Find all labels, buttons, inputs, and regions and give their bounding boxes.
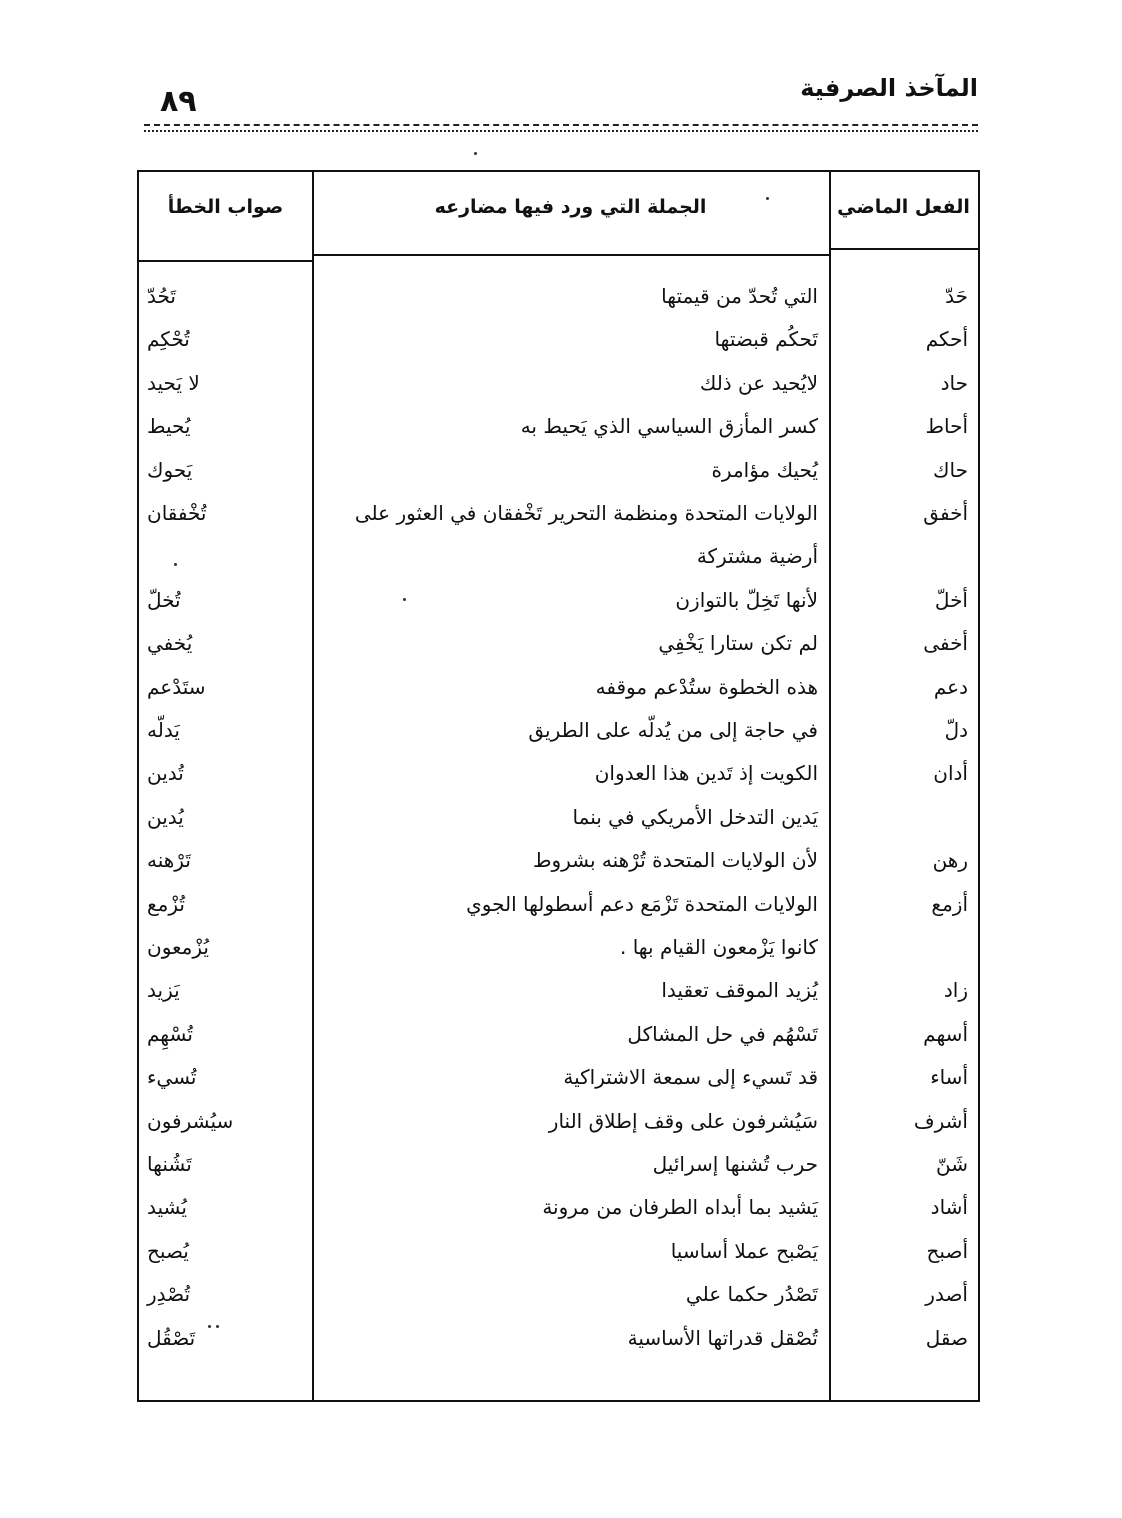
table-row	[139, 501, 978, 544]
verb-cell: أسهم	[923, 1021, 968, 1046]
sentence-cell: لايُحيد عن ذلك	[699, 370, 818, 395]
correction-cell: لا يَحيد	[147, 370, 200, 395]
table-row	[139, 544, 978, 587]
sentence-cell: تَحكُم قبضتها	[714, 327, 818, 352]
correction-cell: تُخلّ	[147, 587, 181, 612]
sentence-cell: لأن الولايات المتحدة تُرْهنه بشروط	[532, 848, 818, 873]
sentence-cell: يَدين التدخل الأمريكي في بنما	[572, 804, 818, 829]
table-row	[139, 414, 978, 457]
table-row	[139, 761, 978, 804]
verb-cell: أدان	[933, 761, 968, 786]
correction-cell: يُزْمعون	[147, 935, 209, 959]
correction-cell: تُزْمع	[147, 891, 185, 916]
header-correction: صواب الخطأ	[167, 196, 284, 218]
table-row	[139, 1326, 978, 1369]
sentence-cell: تَسْهُم في حل المشاكل	[627, 1021, 818, 1046]
header-sentence: الجملة التي ورد فيها مضارعه	[434, 196, 707, 218]
verb-cell: رهن	[932, 848, 968, 873]
correction-cell: ستَدْعم	[147, 674, 206, 699]
verb-cell: أصبح	[926, 1238, 968, 1263]
table-row	[139, 675, 978, 718]
sentence-cell: هذه الخطوة ستُدْعم موقفه	[595, 674, 818, 699]
table-row	[139, 631, 978, 674]
correction-cell: تَشُنها	[147, 1152, 192, 1176]
sentence-cell: يَشيد بما أبداه الطرفان من مرونة	[542, 1195, 818, 1220]
correction-cell: يُخفي	[147, 631, 193, 656]
table-row	[139, 371, 978, 414]
sentence-cell: قد تَسيء إلى سمعة الاشتراكية	[563, 1065, 818, 1090]
verb-cell: أحكم	[925, 327, 968, 352]
table-row	[139, 1022, 978, 1065]
header-rule	[144, 124, 978, 132]
table-row	[139, 978, 978, 1021]
table-row	[139, 1282, 978, 1325]
sentence-cell: الكويت إذ تَدين هذا العدوان	[594, 761, 818, 786]
verb-cell: زاد	[943, 978, 968, 1003]
sentence-cell: حرب تُشنها إسرائيل	[652, 1152, 818, 1176]
table-row	[139, 892, 978, 935]
correction-cell: تُخْفقان	[147, 501, 207, 525]
correction-cell: يَزيد	[147, 978, 180, 1003]
page-number: ٨٩	[160, 84, 197, 119]
sentence-cell: في حاجة إلى من يُدلّه على الطريق	[528, 718, 818, 742]
header-divider	[312, 254, 829, 256]
speck-mark	[403, 598, 406, 601]
table-row	[139, 805, 978, 848]
header-divider	[829, 248, 978, 250]
sentence-cell: تُصْقل قدراتها الأساسية	[627, 1325, 818, 1350]
table-row	[139, 848, 978, 891]
verb-cell: أخفى	[923, 631, 968, 656]
table-row	[139, 1065, 978, 1108]
verb-cell: حاك	[933, 457, 968, 482]
header-divider	[139, 260, 312, 262]
correction-cell: تَصْقُل	[147, 1325, 196, 1350]
verb-cell: أشرف	[913, 1108, 968, 1133]
verb-cell: شَنّ	[936, 1152, 968, 1176]
table-row	[139, 1152, 978, 1195]
sentence-cell: كسر المأزق السياسي الذي يَحيط به	[520, 414, 818, 439]
speck-mark	[766, 197, 769, 200]
table-row	[139, 1239, 978, 1282]
verb-cell: أخلّ	[934, 587, 968, 612]
correction-cell: سيُشرفون	[147, 1108, 234, 1133]
sentence-cell: يُزيد الموقف تعقيدا	[661, 978, 818, 1003]
sentence-cell: سَيُشرفون على وقف إطلاق النار	[548, 1108, 818, 1133]
table-row	[139, 1195, 978, 1238]
sentence-cell: أرضية مشتركة	[696, 544, 818, 569]
verb-cell: دلّ	[944, 718, 968, 742]
correction-cell: تُحْكِم	[147, 327, 190, 352]
verb-cell: حَدّ	[945, 284, 968, 308]
sentence-cell: لم تكن ستارا يَخْفِي	[658, 631, 818, 656]
table-row	[139, 588, 978, 631]
sentence-cell: لأنها تَخِلّ بالتوازن	[675, 587, 818, 612]
sentence-cell: الولايات المتحدة ومنظمة التحرير تَخْفقان في العثور على	[354, 501, 818, 525]
sentence-cell: يَصْبح عملا أساسيا	[670, 1238, 818, 1263]
correction-cell: تَحُدّ	[147, 284, 176, 308]
header-verb: الفعل الماضي	[837, 196, 970, 218]
correction-cell: يُصبح	[147, 1238, 189, 1263]
sentence-cell: تَصْدُر حكما علي	[685, 1282, 818, 1307]
speck-mark	[208, 1325, 211, 1328]
verb-cell: دعم	[933, 674, 968, 699]
verb-cell: حاد	[940, 370, 968, 395]
correction-cell: يَدلّه	[147, 718, 180, 742]
correction-cell: يُدين	[147, 804, 184, 829]
correction-cell: يُشيد	[147, 1195, 187, 1220]
correction-cell: تُصْدِر	[147, 1282, 191, 1307]
table-row	[139, 1109, 978, 1152]
table-row	[139, 718, 978, 761]
verb-cell: أشاد	[930, 1195, 968, 1220]
table-row	[139, 327, 978, 370]
verb-cell: أزمع	[931, 891, 968, 916]
correction-cell: تَرْهنه	[147, 848, 191, 873]
correction-cell: يَحوك	[147, 457, 193, 482]
table-row	[139, 935, 978, 978]
running-header-title: المآخذ الصرفية	[800, 74, 978, 102]
speck-mark	[174, 563, 177, 566]
correction-cell: يُحيط	[147, 414, 191, 439]
sentence-cell: كانوا يَزْمعون القيام بها .	[620, 935, 818, 959]
verb-cell: أصدر	[925, 1282, 968, 1307]
sentence-cell: التي تُحدّ من قيمتها	[661, 284, 818, 308]
verb-cell: صقل	[925, 1325, 968, 1350]
table-row	[139, 284, 978, 327]
sentence-cell: يُحيك مؤامرة	[711, 457, 818, 482]
correction-cell: تُسيء	[147, 1065, 197, 1090]
verb-cell: أحاط	[925, 414, 968, 439]
sentence-cell: الولايات المتحدة تَزْمَع دعم أسطولها الجوي	[466, 891, 818, 916]
verb-cell: أساء	[930, 1065, 968, 1090]
table-row	[139, 458, 978, 501]
verbs-table	[137, 170, 980, 1402]
speck-mark	[474, 152, 477, 155]
correction-cell: تُسْهِم	[147, 1021, 193, 1046]
correction-cell: تُدين	[147, 761, 184, 786]
speck-mark	[216, 1325, 219, 1328]
verb-cell: أخفق	[923, 501, 968, 525]
